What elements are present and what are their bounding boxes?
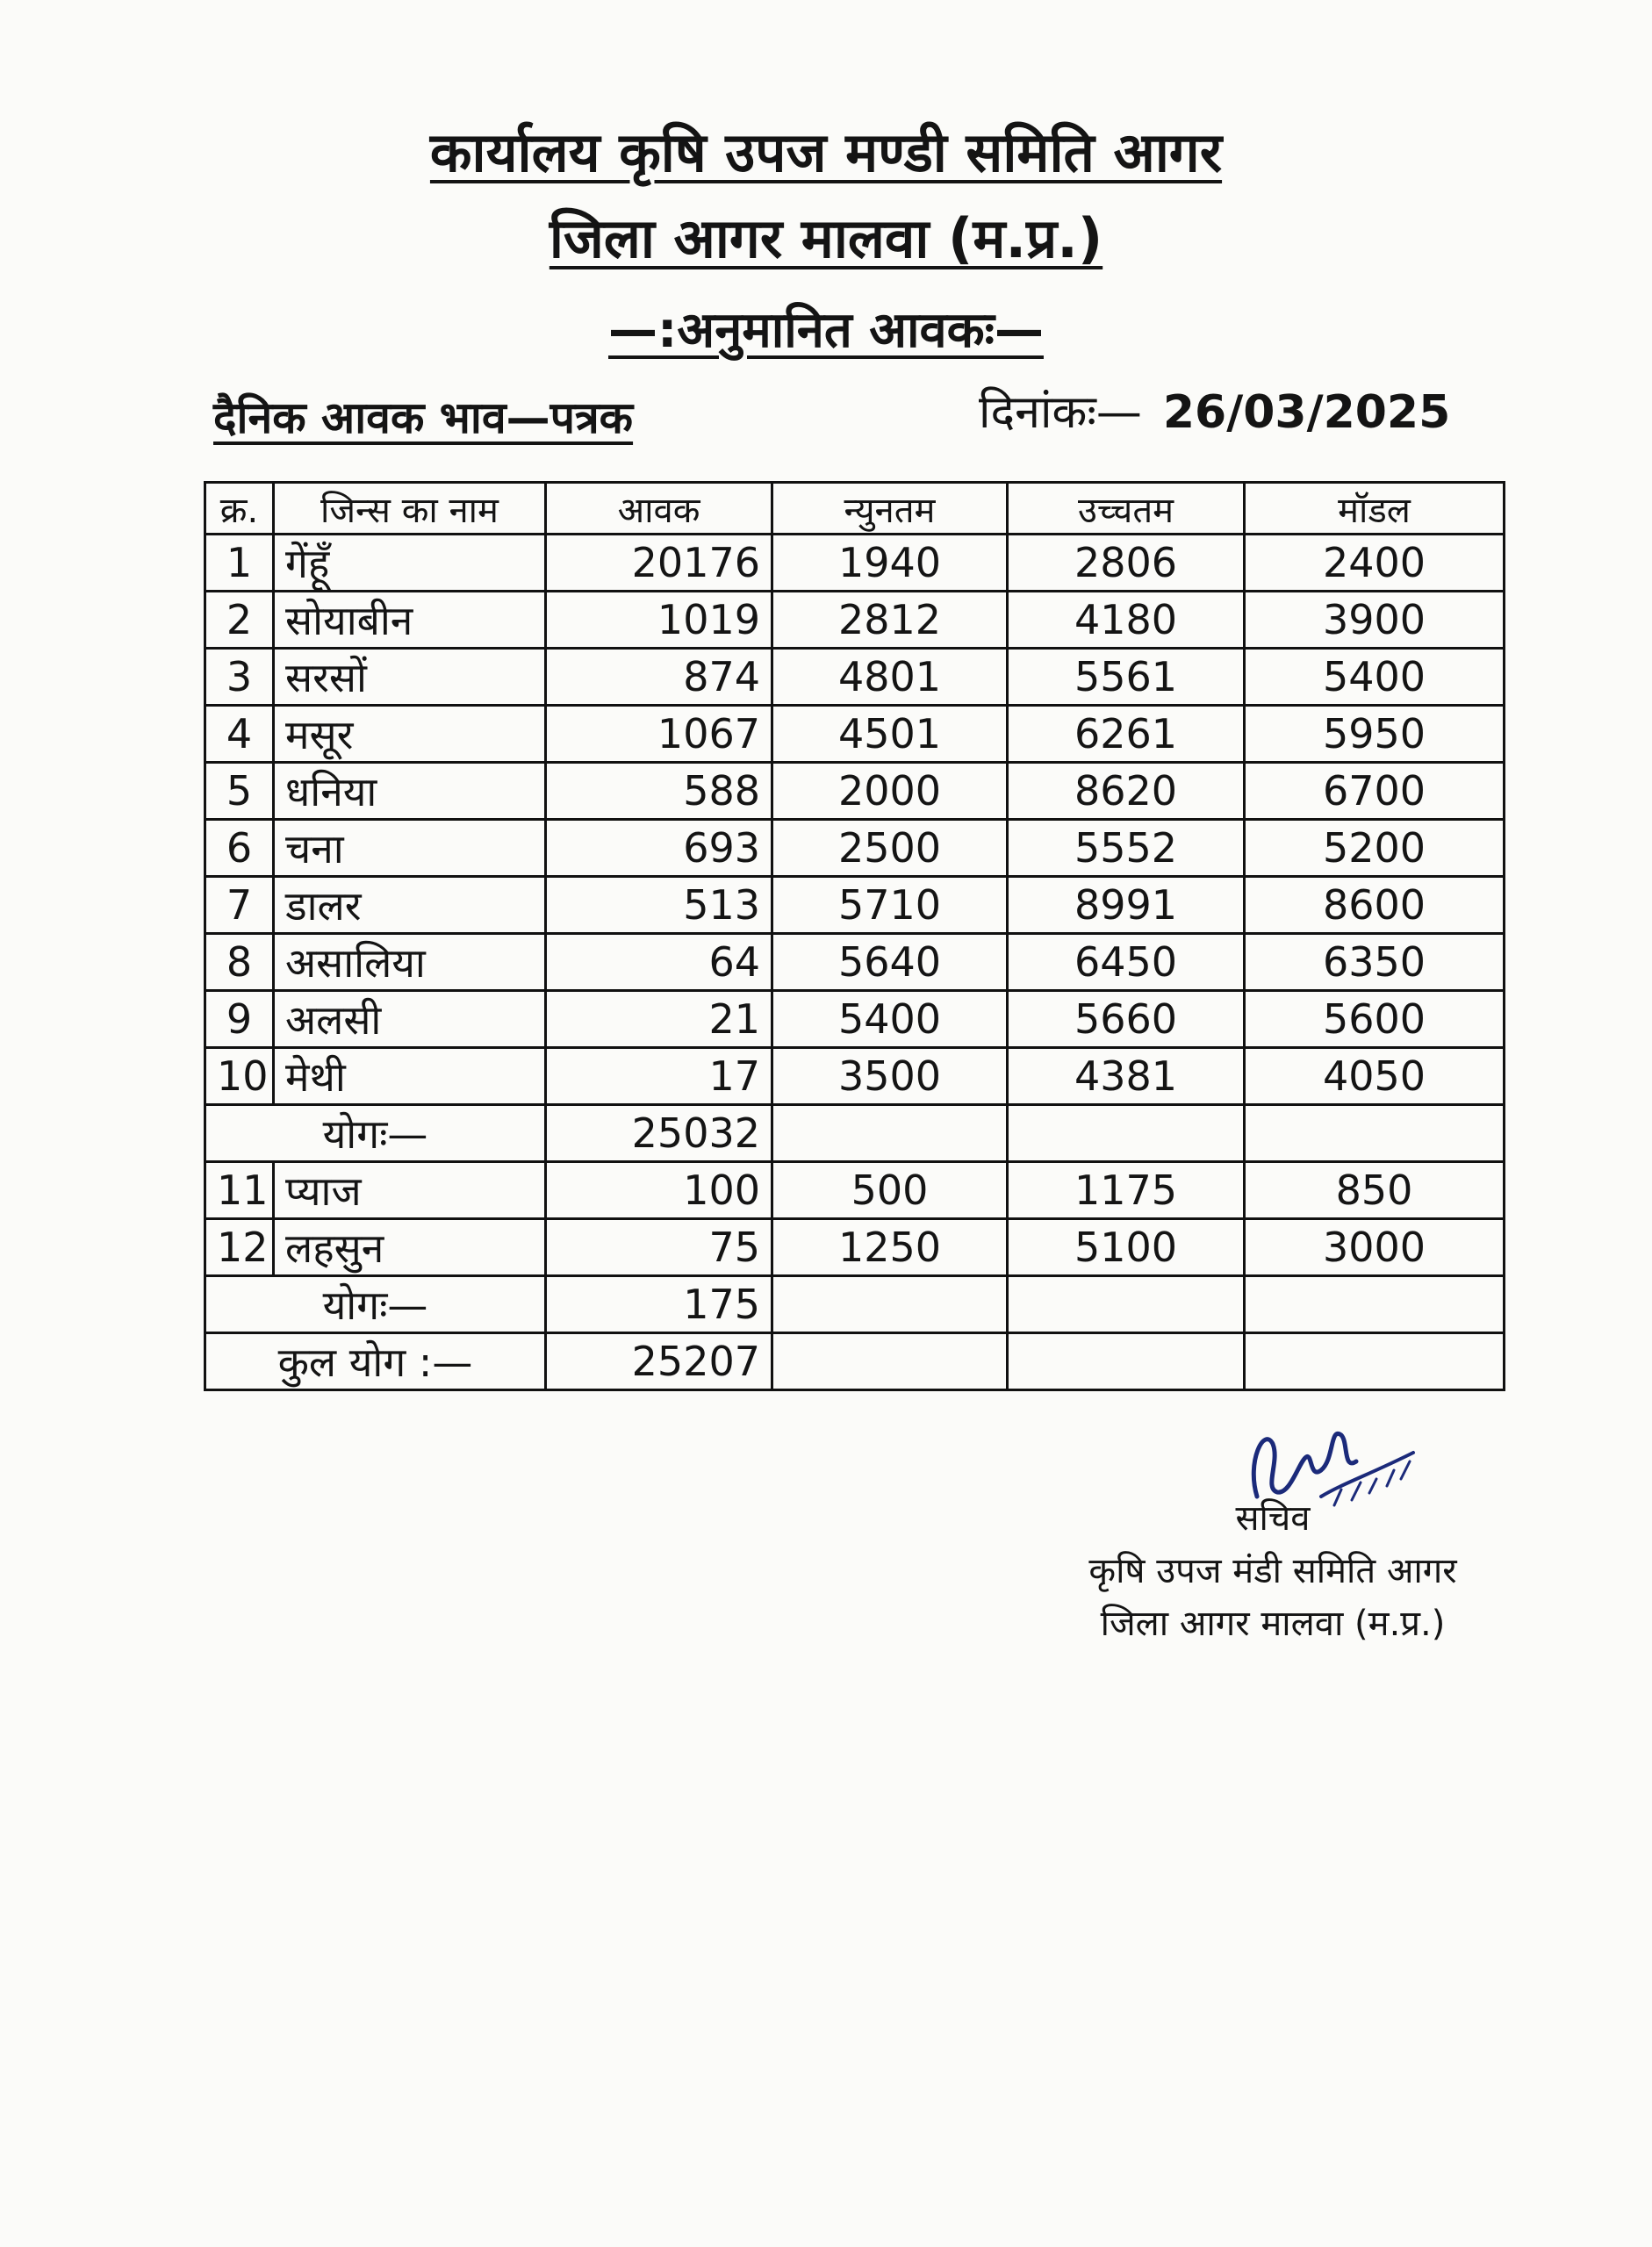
cell-min-price: 500 xyxy=(772,1162,1008,1219)
cell-sr: 8 xyxy=(205,934,274,991)
table-row xyxy=(205,991,1505,1048)
empty-cell xyxy=(772,1105,1008,1162)
table-row xyxy=(205,535,1505,592)
cell-arrival: 513 xyxy=(546,877,772,934)
table-row xyxy=(205,706,1505,763)
col-header-modal: मॉडल xyxy=(1245,483,1505,535)
cell-sr: 12 xyxy=(205,1219,274,1276)
col-header-sr: क्र. xyxy=(205,483,274,535)
col-header-max: उच्चतम xyxy=(1008,483,1245,535)
col-header-min: न्युनतम xyxy=(772,483,1008,535)
subtotal-row-2-value: 175 xyxy=(546,1276,772,1333)
office-title: कार्यालय कृषि उपज मण्डी समिति आगर xyxy=(429,120,1223,184)
empty-cell xyxy=(1245,1333,1505,1390)
cell-min-price: 2000 xyxy=(772,763,1008,820)
col-header-name: जिन्स का नाम xyxy=(274,483,546,535)
table-row xyxy=(205,934,1505,991)
cell-arrival: 1019 xyxy=(546,592,772,649)
cell-arrival: 100 xyxy=(546,1162,772,1219)
cell-modal-price: 850 xyxy=(1245,1162,1505,1219)
table-row xyxy=(205,649,1505,706)
table-row xyxy=(205,1219,1505,1276)
signatory-district: जिला आगर मालवा (म.प्र.) xyxy=(1100,1604,1446,1644)
cell-max-price: 5552 xyxy=(1008,820,1245,877)
cell-max-price: 4381 xyxy=(1008,1048,1245,1105)
col-header-arrival: आवक xyxy=(546,483,772,535)
cell-sr: 5 xyxy=(205,763,274,820)
date-label: दिनांकः— xyxy=(979,386,1142,439)
date-line xyxy=(979,379,1450,442)
cell-modal-price: 5400 xyxy=(1245,649,1505,706)
cell-max-price: 4180 xyxy=(1008,592,1245,649)
cell-commodity-name: धनिया xyxy=(274,763,546,820)
cell-commodity-name: मेथी xyxy=(274,1048,546,1105)
cell-sr: 9 xyxy=(205,991,274,1048)
cell-arrival: 1067 xyxy=(546,706,772,763)
grand-total-row xyxy=(205,1333,1505,1390)
cell-modal-price: 5600 xyxy=(1245,991,1505,1048)
cell-modal-price: 5950 xyxy=(1245,706,1505,763)
cell-sr: 3 xyxy=(205,649,274,706)
cell-min-price: 4501 xyxy=(772,706,1008,763)
cell-sr: 7 xyxy=(205,877,274,934)
empty-cell xyxy=(1245,1105,1505,1162)
cell-arrival: 693 xyxy=(546,820,772,877)
cell-modal-price: 5200 xyxy=(1245,820,1505,877)
cell-max-price: 5100 xyxy=(1008,1219,1245,1276)
report-date: 26/03/2025 xyxy=(1162,386,1451,439)
empty-cell xyxy=(1008,1105,1245,1162)
cell-commodity-name: डालर xyxy=(274,877,546,934)
table-row xyxy=(205,820,1505,877)
empty-cell xyxy=(1245,1276,1505,1333)
cell-min-price: 2812 xyxy=(772,592,1008,649)
cell-modal-price: 8600 xyxy=(1245,877,1505,934)
cell-arrival: 874 xyxy=(546,649,772,706)
cell-min-price: 3500 xyxy=(772,1048,1008,1105)
cell-commodity-name: गेंहूँ xyxy=(274,535,546,592)
cell-arrival: 75 xyxy=(546,1219,772,1276)
rates-table xyxy=(204,481,1505,1391)
cell-min-price: 5640 xyxy=(772,934,1008,991)
signatory-designation: सचिव xyxy=(1235,1498,1311,1539)
cell-sr: 11 xyxy=(205,1162,274,1219)
grand-total-row-label: कुल योग :— xyxy=(205,1333,546,1390)
cell-arrival: 21 xyxy=(546,991,772,1048)
cell-sr: 10 xyxy=(205,1048,274,1105)
cell-sr: 4 xyxy=(205,706,274,763)
cell-modal-price: 6700 xyxy=(1245,763,1505,820)
cell-max-price: 5660 xyxy=(1008,991,1245,1048)
cell-commodity-name: चना xyxy=(274,820,546,877)
district-title: जिला आगर मालवा (म.प्र.) xyxy=(549,206,1103,270)
cell-sr: 6 xyxy=(205,820,274,877)
cell-max-price: 5561 xyxy=(1008,649,1245,706)
empty-cell xyxy=(772,1333,1008,1390)
subtotal-row-value: 25032 xyxy=(546,1105,772,1162)
cell-commodity-name: प्याज xyxy=(274,1162,546,1219)
cell-max-price: 1175 xyxy=(1008,1162,1245,1219)
cell-commodity-name: मसूर xyxy=(274,706,546,763)
cell-commodity-name: लहसुन xyxy=(274,1219,546,1276)
cell-sr: 1 xyxy=(205,535,274,592)
empty-cell xyxy=(1008,1276,1245,1333)
signatory-office: कृषि उपज मंडी समिति आगर xyxy=(1088,1551,1457,1591)
cell-max-price: 6450 xyxy=(1008,934,1245,991)
table-row xyxy=(205,763,1505,820)
cell-min-price: 2500 xyxy=(772,820,1008,877)
subtotal-row-label: योगः— xyxy=(205,1105,546,1162)
cell-arrival: 588 xyxy=(546,763,772,820)
subtotal-row-2-label: योगः— xyxy=(205,1276,546,1333)
cell-modal-price: 3000 xyxy=(1245,1219,1505,1276)
cell-min-price: 1250 xyxy=(772,1219,1008,1276)
cell-min-price: 5710 xyxy=(772,877,1008,934)
cell-commodity-name: सोयाबीन xyxy=(274,592,546,649)
table-row xyxy=(205,877,1505,934)
cell-arrival: 20176 xyxy=(546,535,772,592)
table-header-row xyxy=(205,483,1505,535)
report-type-title: —:अनुमानित आवकः— xyxy=(608,302,1044,359)
cell-min-price: 1940 xyxy=(772,535,1008,592)
cell-commodity-name: अलसी xyxy=(274,991,546,1048)
table-row xyxy=(205,1162,1505,1219)
empty-cell xyxy=(1008,1333,1245,1390)
table-row xyxy=(205,592,1505,649)
cell-sr: 2 xyxy=(205,592,274,649)
cell-commodity-name: असालिया xyxy=(274,934,546,991)
cell-max-price: 2806 xyxy=(1008,535,1245,592)
cell-max-price: 6261 xyxy=(1008,706,1245,763)
cell-arrival: 64 xyxy=(546,934,772,991)
cell-min-price: 4801 xyxy=(772,649,1008,706)
cell-max-price: 8991 xyxy=(1008,877,1245,934)
subtotal-row-2 xyxy=(205,1276,1505,1333)
cell-modal-price: 2400 xyxy=(1245,535,1505,592)
grand-total-row-value: 25207 xyxy=(546,1333,772,1390)
cell-modal-price: 4050 xyxy=(1245,1048,1505,1105)
subtotal-row xyxy=(205,1105,1505,1162)
cell-modal-price: 3900 xyxy=(1245,592,1505,649)
cell-arrival: 17 xyxy=(546,1048,772,1105)
signature-block xyxy=(1027,1492,1519,1650)
cell-modal-price: 6350 xyxy=(1245,934,1505,991)
cell-min-price: 5400 xyxy=(772,991,1008,1048)
table-row xyxy=(205,1048,1505,1105)
empty-cell xyxy=(772,1276,1008,1333)
report-subtitle: दैनिक आवक भाव—पत्रक xyxy=(213,392,634,443)
cell-max-price: 8620 xyxy=(1008,763,1245,820)
cell-commodity-name: सरसों xyxy=(274,649,546,706)
